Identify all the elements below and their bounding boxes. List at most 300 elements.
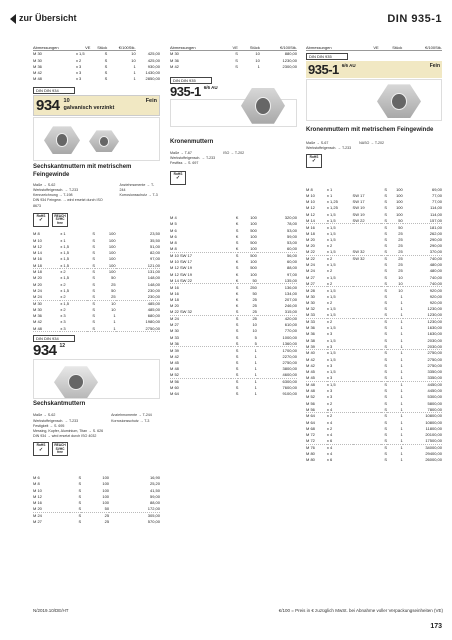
table-cell: M 5 [170, 221, 177, 227]
table-cell: M 48 [33, 325, 60, 331]
table-cell: 10 [255, 51, 260, 57]
table-cell: S [384, 356, 388, 362]
table-cell [353, 457, 381, 463]
strength-class: 6/6 AU [341, 63, 356, 69]
table-cell: M 12 [306, 205, 315, 211]
table-cell: 2750,00 [427, 356, 442, 362]
table-cell: x 3 [326, 394, 333, 400]
table-cell: M 36 [33, 63, 42, 69]
table-cell: x 2 [75, 57, 82, 63]
table-cell: x 1,5 [326, 274, 336, 280]
table-cell: 10 [111, 306, 116, 312]
table-cell: 41,50 [149, 487, 160, 493]
table-cell: 250 [250, 284, 257, 290]
table-cell: 1230,00 [427, 306, 442, 312]
table-cell: M 30 [33, 51, 42, 57]
table-cell: SW 17 [352, 192, 365, 198]
table-cell: M 27 [170, 322, 179, 328]
table-cell: 10 [255, 57, 260, 63]
table-cell: 1430,00 [145, 70, 160, 76]
table-cell: 59,00 [149, 493, 160, 499]
table-cell: 25 [398, 236, 403, 242]
table-cell: S [92, 269, 96, 275]
table-cell: M 24 [170, 316, 179, 322]
table-cell: M 6 [33, 474, 40, 480]
table-cell: 740,00 [429, 256, 442, 262]
table-cell: x 3 [60, 313, 66, 319]
table-cell: S [384, 369, 388, 375]
table-cell: 1 [400, 362, 403, 368]
notes-right [223, 151, 244, 167]
notes-right [359, 141, 384, 151]
table-cell: 1 [400, 293, 403, 299]
table-cell: 100 [396, 211, 403, 217]
column-1 [33, 44, 160, 525]
table-cell: S [104, 63, 108, 69]
table-cell: 480,00 [429, 268, 442, 274]
table-cell: 25,20 [149, 481, 160, 487]
din-number: 935-1 [170, 83, 201, 99]
table-cell: 2850,00 [145, 76, 160, 82]
table-cell: 100 [396, 192, 403, 198]
table-cell: S [92, 319, 96, 325]
section-title: Kronenmuttern mit metrischem Feingewinde [306, 127, 434, 134]
reference-note: Maße → S-62 [33, 182, 56, 187]
table-cell: S [87, 294, 95, 300]
back-to-overview-link[interactable] [10, 13, 77, 25]
table-cell: M 30 [33, 57, 42, 63]
strength-class: 6/6 AU [203, 84, 218, 90]
table-cell: x 1,5 [326, 356, 336, 362]
table-cell: x 1,5 [326, 369, 336, 375]
table-cell: 1 [254, 353, 257, 359]
table-cell: M 42 [306, 362, 315, 368]
table-cell: 1 [400, 337, 403, 343]
table-cell: 10800,00 [425, 413, 442, 419]
table-cell: M 45 [170, 359, 179, 365]
table-cell: M 22 [306, 256, 315, 262]
table-934 [33, 474, 160, 524]
table-cell: 10 [252, 322, 257, 328]
table-cell: M 33 [306, 312, 327, 318]
table-cell: x 1,5 [326, 211, 336, 217]
table-cell: x 1,25 [326, 205, 338, 211]
table-cell: 1 [400, 425, 403, 431]
column-header: VE [76, 44, 91, 51]
table-cell: 1 [95, 325, 116, 331]
table-cell: 1 [400, 356, 403, 362]
table-cell: x 1,5 [326, 350, 336, 356]
column-2 [170, 44, 297, 397]
table-cell: 262,00 [429, 230, 442, 236]
table-cell: 25 [398, 262, 403, 268]
table-cell: 114,00 [430, 205, 442, 211]
table-cell: M 64 [170, 391, 179, 397]
table-cell: S [384, 262, 388, 268]
table-cell: 2030,00 [427, 337, 442, 343]
din-number: 935-1 [308, 62, 339, 78]
product-image [33, 359, 160, 399]
table-cell: x 1,5 [60, 256, 69, 262]
table-cell: 290,00 [429, 236, 442, 242]
table-cell: S [235, 391, 239, 397]
table-cell: x 2 [60, 281, 66, 287]
page-number: 173 [430, 623, 442, 630]
table-cell: 88,00 [149, 500, 160, 506]
table-cell: 920,00 [429, 293, 442, 299]
table-cell: 157,00 [403, 217, 442, 223]
table-cell: M 27 [306, 280, 327, 286]
table-cell: S [235, 328, 239, 334]
footer-code: N/2019.10/DE/HT [33, 608, 69, 613]
table-cell: S [235, 366, 239, 372]
table-cell: x 2 [60, 306, 66, 312]
table-cell: M 12 SW 19 [170, 271, 193, 277]
table-cell: 2270,00 [282, 353, 297, 359]
table-cell: x 1,5 [60, 262, 87, 268]
table-cell: 500 [250, 227, 257, 233]
table-cell: M 8 [33, 481, 40, 487]
table-cell: x 1,5 [326, 293, 336, 299]
table-cell: 7600,00 [282, 385, 297, 391]
table-cell: 1 [400, 419, 403, 425]
table-cell: S [384, 287, 388, 293]
thread-type: Fein [429, 63, 440, 70]
table-cell: M 52 [170, 372, 231, 378]
din-935-block [170, 77, 297, 398]
reference-note: Werkstoffeigensch. → T-233 [306, 145, 352, 150]
table-cell: x 1,5 [327, 217, 353, 223]
table-cell: M 27 [33, 519, 42, 525]
table-cell: 10 [131, 51, 136, 57]
reference-note: Anziehmomente → T-244 [119, 182, 155, 192]
table-cell: S [384, 425, 388, 431]
table-cell: 1 [238, 372, 257, 378]
table-cell: S [235, 347, 239, 353]
din-934-block [33, 335, 160, 525]
table-cell: 100 [238, 246, 257, 252]
din-number: 934 [36, 97, 60, 115]
table-cell: 1 [387, 406, 403, 412]
table-cell: 920,00 [429, 287, 442, 293]
column-header: €/100Stk. [402, 44, 442, 51]
table-cell: S [78, 519, 82, 525]
table-cell: M 14 SW 22 [170, 278, 231, 284]
table-cell: S [384, 432, 388, 438]
table-cell: x 1,5 [327, 249, 353, 255]
table-cell: S [92, 250, 96, 256]
table-cell: 1 [387, 375, 403, 381]
compliance-icons [170, 171, 297, 185]
table-cell: 610,00 [284, 322, 297, 328]
table-cell: K [235, 215, 239, 221]
table-cell: S [78, 487, 82, 493]
table-cell: 1 [400, 319, 403, 324]
table-cell: 425,00 [147, 57, 160, 63]
table-cell: M 40 [306, 350, 315, 356]
table-cell: 60,00 [257, 246, 297, 252]
table-cell: 1 [400, 394, 403, 400]
table-cell: S [384, 299, 388, 305]
table-cell: S [104, 57, 108, 63]
table-cell: M 8 [33, 231, 40, 237]
table-cell: M 30 [33, 306, 42, 312]
table-cell: SW 19 [352, 205, 365, 211]
table-cell: 35,50 [149, 237, 160, 243]
table-cell: 50 [387, 217, 403, 223]
reference-note [223, 161, 244, 166]
column-header: Abmessungen [33, 44, 76, 51]
reference-note: Maße → T-67 [170, 150, 192, 155]
reference-note [359, 146, 384, 151]
table-cell: 1 [400, 432, 403, 438]
table-cell: 10 [387, 280, 403, 286]
table-cell: S [384, 319, 388, 324]
table-cell: 11800,00 [425, 425, 442, 431]
table-cell: 1 [400, 350, 403, 356]
table-cell: x 3 [326, 362, 333, 368]
din-label: DIN DIN 934 [33, 87, 75, 94]
hex-nut-image-2 [89, 130, 119, 152]
notes-left [33, 183, 111, 209]
table-cell: 5800,00 [427, 400, 442, 406]
rohs-icon: RoHS ✓ [306, 154, 322, 168]
table-cell: K [235, 296, 239, 302]
table-cell: S [384, 268, 388, 274]
table-cell: 1 [400, 369, 403, 375]
table-cell: 100 [102, 493, 110, 499]
table-cell: M 42 [33, 70, 42, 76]
table-cell: M 48 [170, 366, 179, 372]
table-cell: 1 [400, 306, 403, 312]
table-cell: x 3 [75, 70, 82, 76]
table-cell: x 2 [60, 269, 66, 275]
table-cell: x 3 [327, 343, 353, 349]
table-cell: 131,00 [147, 269, 160, 275]
column-header: VE [366, 44, 379, 51]
table-cell: 420,00 [284, 316, 297, 322]
table-cell: 1 [113, 319, 116, 325]
table-cell: 26000,00 [425, 457, 442, 463]
table-cell: 1 [387, 343, 403, 349]
table-cell: 7800,00 [403, 406, 442, 412]
column-header: VE [226, 44, 238, 51]
table-cell: M 8 [306, 186, 313, 192]
table-cell: 51,00 [149, 243, 160, 249]
table-cell: 82,00 [149, 250, 160, 256]
din-number: 934 [33, 342, 57, 360]
table-cell: S [381, 406, 387, 412]
table-cell: 1 [400, 299, 403, 305]
table-cell: 148,00 [147, 281, 160, 287]
table-cell: S [92, 287, 96, 293]
table-935-fine [306, 186, 442, 463]
table-cell: 59,00 [286, 234, 297, 239]
table-cell: 740,00 [403, 280, 442, 286]
table-cell: K [235, 259, 239, 265]
table-cell: M 22 [306, 249, 327, 255]
din-934-fine-block [33, 87, 160, 332]
table-cell: 20100,00 [425, 432, 442, 438]
reference-note: Werkstoffeigensch. → T-233 [33, 187, 79, 192]
table-cell: 100 [250, 215, 257, 221]
notes-left [306, 141, 351, 151]
table-cell: 181,00 [429, 224, 442, 230]
table-cell: M 18 [306, 230, 315, 236]
table-cell: 100 [108, 269, 116, 275]
notes-left [170, 151, 215, 167]
table-cell: 100 [102, 487, 110, 493]
table-cell: M 56 [306, 400, 315, 406]
reference-note: Festigkeit → S. 695 [33, 423, 65, 428]
table-cell: K [231, 278, 238, 284]
column-header: €/100Stk. [107, 44, 135, 51]
table-cell: S [384, 350, 388, 356]
table-cell: 100 [95, 262, 116, 268]
table-cell: M 30 [306, 293, 315, 299]
table-cell: M 39 [170, 347, 179, 353]
band-text: galvanisch verzinkt [63, 104, 115, 111]
table-cell: 10 [398, 287, 403, 293]
footer-price-note: €/100 = Preis in € zuzüglich MwSt. bei Abnahme voller Verpackungseinheiten (VE) [278, 608, 443, 613]
table-cell: M 33 [306, 319, 315, 324]
table-cell: S [384, 444, 388, 450]
table-cell: S [104, 70, 108, 76]
table-cell: M 10 [33, 487, 42, 493]
table-cell: 50 [81, 506, 109, 512]
table-cell: S [78, 474, 82, 480]
table-cell: M 72 [306, 432, 315, 438]
product-image [170, 99, 297, 127]
table-cell: x 2 [326, 319, 333, 324]
table-cell: S [231, 309, 238, 315]
table-cell: S [92, 313, 96, 319]
table-cell: M 27 [306, 274, 315, 280]
table-cell: K [235, 271, 239, 277]
table-cell: 230,00 [147, 287, 160, 293]
din-label: DIN DIN 935 [170, 77, 212, 84]
table-cell: M 16 [306, 224, 315, 230]
page-header [0, 0, 452, 30]
table-cell: S [384, 337, 388, 343]
table-cell: 136,00 [284, 284, 297, 290]
table-cell: 1 [133, 63, 136, 69]
column-header: Abmessungen [170, 44, 226, 51]
table-cell: 370,00 [403, 249, 442, 255]
table-cell: 60,00 [286, 259, 297, 265]
table-cell: S [384, 205, 388, 211]
table-cell: 25 [104, 512, 110, 518]
table-cell: S [235, 359, 239, 365]
table-cell: M 24 [33, 512, 42, 518]
table-cell: 2030,00 [403, 343, 442, 349]
table-row [170, 63, 297, 69]
table-cell: 100 [108, 243, 116, 249]
table-cell: 1 [400, 325, 403, 331]
table-cell: S [381, 438, 387, 444]
table-cell: S [78, 493, 82, 499]
table-cell: S [92, 256, 96, 262]
table-cell: S [384, 274, 388, 280]
table-cell: 1 [254, 347, 257, 353]
rohs-icon: RoHS ✓ [33, 442, 49, 456]
table-cell: x 1,5 [326, 236, 336, 242]
table-cell: 100 [250, 234, 257, 239]
table-cell: 25 [398, 256, 403, 262]
rohs-icon: RoHS ✓ [170, 171, 186, 185]
table-cell: M 42 [33, 319, 42, 325]
table-cell: S [384, 192, 388, 198]
table-cell: M 56 [170, 379, 179, 385]
table-cell: SW 22 [353, 217, 381, 223]
table-cell: M 16 [33, 500, 42, 506]
table-cell: SW 32 [352, 256, 365, 262]
table-cell: M 39 [306, 343, 327, 349]
table-cell: S [384, 224, 388, 230]
table-cell: M 6 [170, 227, 177, 233]
table-cell: S [92, 243, 96, 249]
table-cell: x 3 [326, 388, 333, 394]
reference-note: Festfiss → S. 697 [170, 161, 199, 166]
table-cell: S [384, 450, 388, 456]
table-cell: x 2 [326, 400, 333, 406]
table-cell: x 1 [326, 186, 333, 192]
table-cell: M 12 SW 19 [170, 265, 193, 271]
product-image [33, 117, 160, 161]
table-cell: M 45 [306, 369, 315, 375]
table-cell: 1 [254, 366, 257, 372]
reference-note: Anziehmomente → T-244 [111, 413, 152, 418]
table-cell: M 14 [33, 250, 42, 256]
table-cell: x 1,5 [60, 275, 69, 281]
table-cell: K [235, 221, 239, 227]
table-cell: 10 [252, 328, 257, 334]
table-cell: M 20 [33, 275, 42, 281]
table-cell: S [381, 343, 387, 349]
table-top-col1 [33, 44, 160, 82]
table-cell: S [235, 322, 239, 328]
table-cell: M 72 [306, 438, 327, 444]
notes-right [119, 183, 160, 209]
table-cell: 1 [387, 312, 403, 318]
table-cell: 1 [400, 388, 403, 394]
table-cell: S [87, 262, 95, 268]
reference-note: DIN 934 → wird ersetzt durch ISO 4032 [33, 434, 97, 439]
table-cell: 246,00 [284, 303, 297, 309]
table-cell: x 6 [326, 457, 333, 463]
table-cell: x 3 [75, 76, 82, 82]
table-cell: 2300,00 [282, 63, 297, 69]
table-cell: 1 [113, 313, 116, 319]
table-cell: 100 [102, 481, 110, 487]
table-cell: M 32 [306, 306, 315, 312]
table-cell: 16,90 [149, 474, 160, 480]
table-cell: 1 [133, 76, 136, 82]
table-cell: S [384, 388, 388, 394]
table-cell: 1 [400, 457, 403, 463]
table-cell: 1230,00 [282, 57, 297, 63]
table-cell: x 1,5 [327, 312, 353, 318]
table-cell: S [104, 76, 108, 82]
table-cell: 2750,00 [116, 325, 160, 331]
table-cell: 1980,00 [145, 319, 160, 325]
table-cell: S [87, 325, 95, 331]
table-cell: 121,00 [116, 262, 160, 268]
column-header: Stück [379, 44, 403, 51]
table-cell: 2750,00 [427, 350, 442, 356]
table-cell: 4600,00 [257, 372, 297, 378]
table-cell: S [231, 372, 238, 378]
